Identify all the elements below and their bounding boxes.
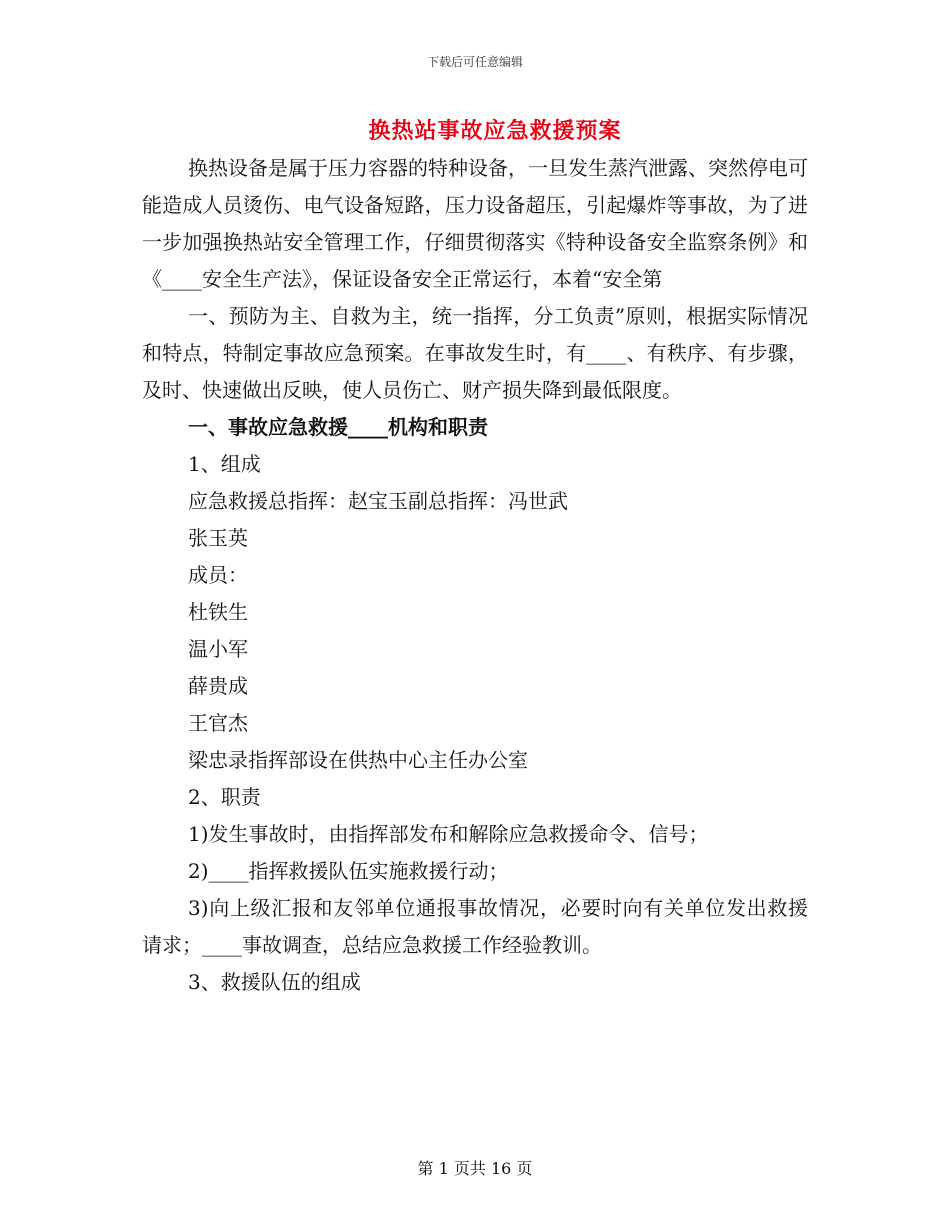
members-label: 成员： [188,563,248,587]
member-name: 温小军 [188,637,248,661]
subheading-composition: 1、组成 [188,452,261,476]
deputy-name: 张玉英 [188,526,248,550]
member-and-office-line: 梁忠录指挥部设在供热中心主任办公室 [188,748,528,772]
commander-line: 应急救援总指挥：赵宝玉副总指挥：冯世武 [188,489,568,513]
subheading-duties: 2、职责 [188,785,261,809]
duty-item: 1)发生事故时，由指挥部发布和解除应急救援命令、信号； [188,822,709,846]
document-body [142,150,808,1001]
duty-item: 3)向上级汇报和友邻单位通报事故情况，必要时向有关单位发出救援请求；____事故调查，总结应急救援工作经验教训。 [142,896,808,957]
section-heading-organization: 一、事故应急救援____机构和职责 [188,415,488,439]
subheading-rescue-team: 3、救援队伍的组成 [188,970,361,994]
document-title: 换热站事故应急救援预案 [368,118,622,144]
paragraph-intro: 换热设备是属于压力容器的特种设备，一旦发生蒸汽泄露、突然停电可能造成人员烫伤、电气设备短路，压力设备超压，引起爆炸等事故，为了进一步加强换热站安全管理工作，仔细贯彻落实《特种设备安全监察条例》和《____安全生产法》，保证设备安全正常运行，本着“安全第 [142,156,808,291]
paragraph-principle: 一、预防为主、自救为主，统一指挥，分工负责”原则，根据实际情况和特点，特制定事故应急预案。在事故发生时，有____、有秩序、有步骤，及时、快速做出反映，使人员伤亡、财产损失降到最低限度。 [142,304,808,402]
header-note: 下载后可任意编辑 [426,55,523,69]
member-name: 薛贵成 [188,674,248,698]
page-footer: 第 1 页共 16 页 [417,1159,533,1178]
member-name: 杜铁生 [188,600,248,624]
duty-item: 2)____指挥救援队伍实施救援行动； [188,859,509,883]
member-name: 王官杰 [188,711,248,735]
